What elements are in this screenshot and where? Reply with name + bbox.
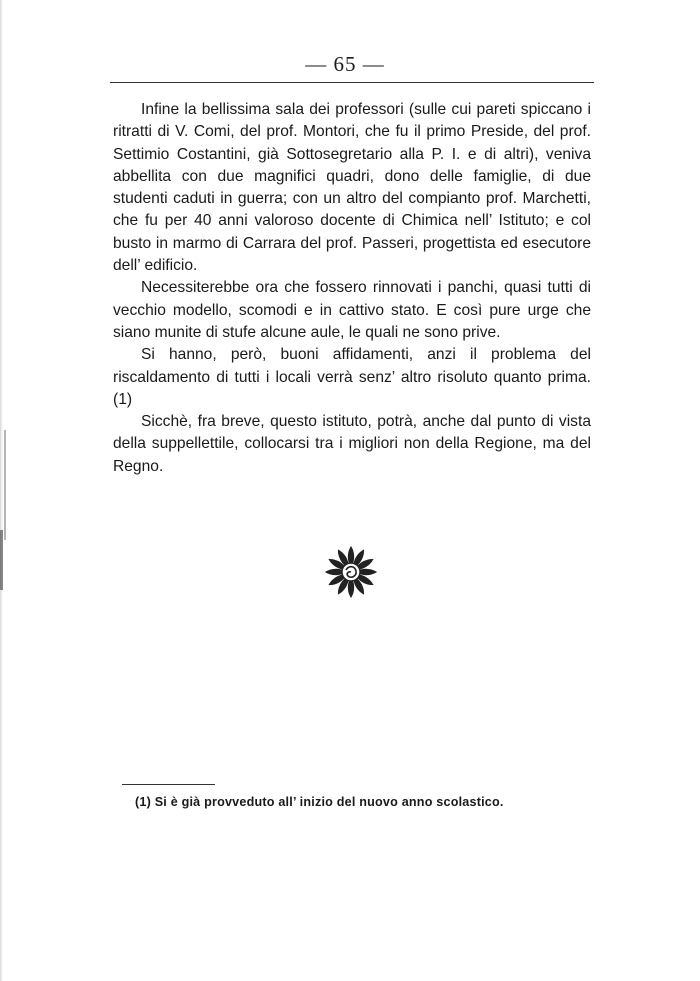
floral-rosette-icon	[324, 545, 378, 599]
page-number	[0, 52, 700, 77]
paragraph-1: Infine la bellissima sala dei professori (sulle cui pareti spiccano i ritratti di V. Comi, del prof. Montori, che fu il primo Preside, del prof. Settimio Costantini, già Sottosegretario alla P. I. e di altri), veniva abbellita con due magnifici quadri, dono delle famiglie, di due studenti caduti in guerra; con un altro del compianto prof. Marchetti, che fu per 40 anni valoroso docente di Chimica nell’ Istituto; e col busto in marmo di Carrara del prof. Passeri, progettista ed esecutore dell’ edificio.	[113, 101, 591, 275]
paragraph-4: Sicchè, fra breve, questo istituto, potrà, anche dal punto di vista della suppellettile, collocarsi tra i migliori non della Regione, ma del Regno.	[113, 413, 591, 475]
paragraph-2: Necessiterebbe ora che fossero rinnovati i panchi, quasi tutti di vecchio modello, scomodi e in cattivo stato. E così pure urge che siano munite di stufe alcune aule, le quali ne sono prive.	[113, 279, 591, 341]
footnote-rule	[122, 784, 215, 785]
header-rule	[110, 82, 594, 83]
footnote: (1) Si è già provveduto all’ inizio del nuovo anno scolastico.	[135, 795, 504, 809]
scan-page-edge	[0, 0, 12, 981]
paragraph-3: Si hanno, però, buoni affidamenti, anzi il problema del riscaldamento di tutti i locali verrà senz’ altro risoluto quanto prima. (1)	[113, 346, 591, 408]
page-number-text: — 65 —	[305, 52, 385, 76]
body-text	[113, 99, 591, 478]
scan-edge-mark	[4, 430, 6, 540]
scan-edge-mark	[0, 530, 3, 590]
